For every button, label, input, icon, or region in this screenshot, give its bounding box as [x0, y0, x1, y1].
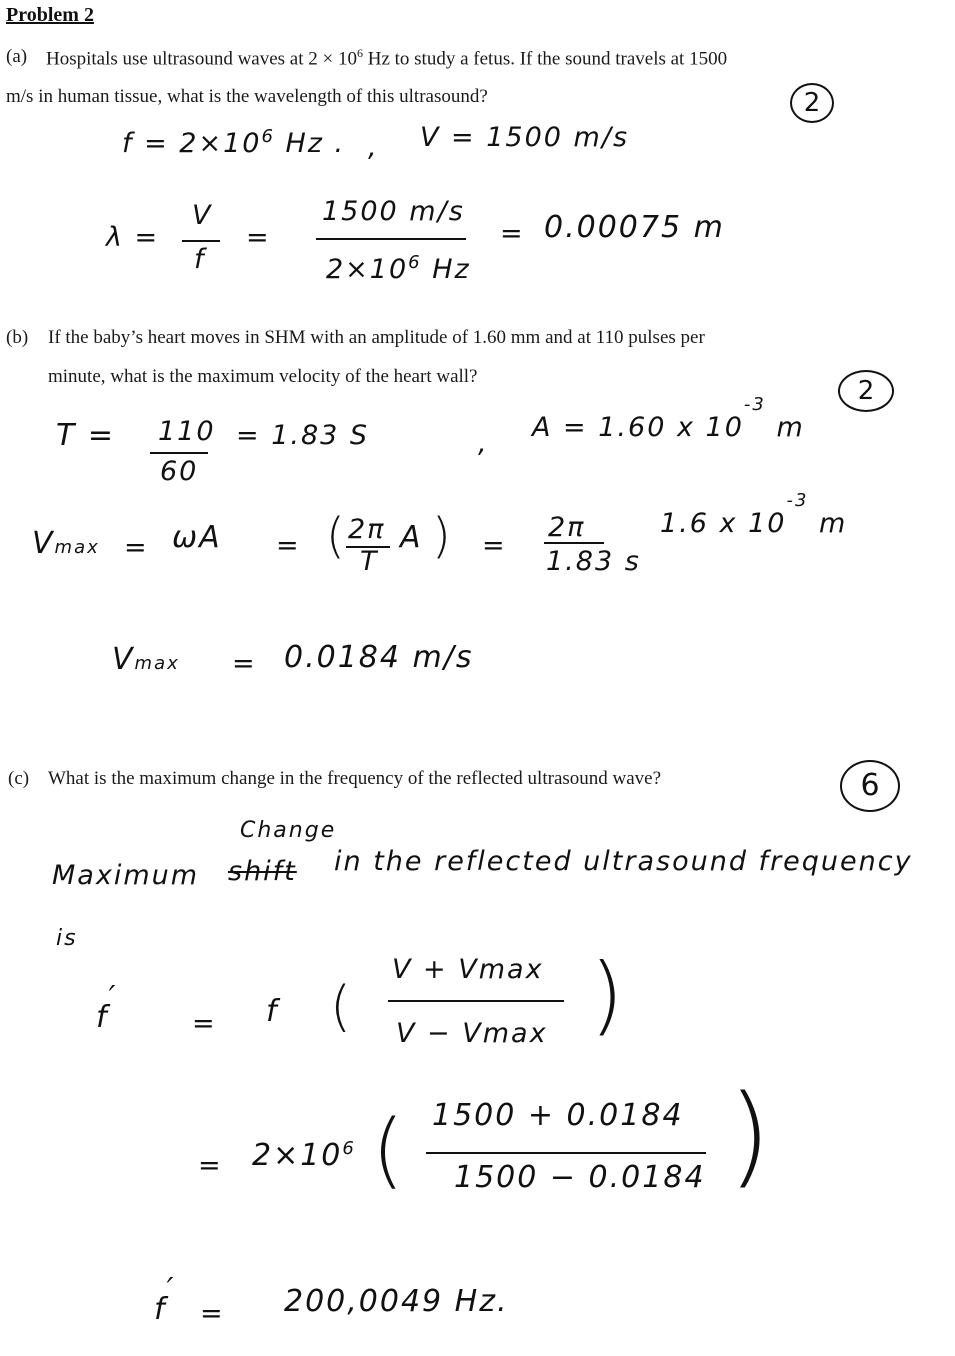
paren-num: 2π [348, 514, 386, 545]
part-b-question-line2: minute, what is the maximum velocity of the heart wall? [48, 366, 478, 387]
part-c-question: What is the maximum change in the frequency of the reflected ultrasound wave? [48, 768, 662, 789]
lambda-frac-den: f [194, 244, 206, 275]
period-den: 60 [160, 456, 199, 487]
part-b-separator: , [478, 428, 489, 459]
part-a-label: (a) [6, 46, 28, 67]
part-c-marks: 6 [840, 760, 900, 812]
times-value: 1.6 x $10^{-3}$ m [660, 490, 848, 539]
lambda-result: 0.00075 m [544, 210, 725, 245]
lambda-lhs: λ = [106, 222, 160, 253]
givens-separator: , [368, 132, 379, 163]
period-lhs: T = [56, 418, 115, 453]
frac2-den: 1.83 s [546, 546, 641, 577]
lambda-den-value: $2\times 10^6$ Hz [326, 252, 471, 285]
vmax-eq-a: = [276, 530, 301, 561]
part-b-marks: 2 [838, 370, 894, 412]
note-struck-shift: shift [228, 856, 297, 887]
vmax-eq: = [124, 532, 149, 563]
note-is: is [56, 926, 78, 951]
subst-num: 1500 + 0.0184 [432, 1098, 684, 1133]
problem-title: Problem 2 [6, 4, 94, 26]
final-eq: = [200, 1298, 225, 1329]
subst-den: 1500 − 0.0184 [454, 1160, 706, 1195]
period-num: 110 [158, 416, 216, 447]
period-result: = 1.83 S [236, 420, 370, 451]
fprime-left-paren: ( [330, 975, 352, 1038]
part-b-label: (b) [6, 327, 29, 348]
givens-velocity: V = 1500 m/s [420, 122, 630, 153]
part-b-question-line1: If the baby’s heart moves in SHM with an amplitude of 1.60 mm and at 110 pulses per [48, 327, 705, 348]
fprime-f: f [266, 994, 279, 1029]
vmax-eq-b: = [482, 530, 507, 561]
lambda-eq1: = [246, 222, 271, 253]
fprime-right-paren: ) [590, 945, 624, 1045]
final-value: 200,0049 Hz. [284, 1284, 509, 1319]
subst-eq2: = [198, 1150, 223, 1181]
lambda-frac-num: V [192, 200, 213, 231]
amplitude-given: A = 1.60 x $10^{-3}$ m [532, 394, 805, 443]
part-c-label: (c) [8, 768, 30, 789]
part-a-question-line1: Hospitals use ultrasound waves at $2 \times 10^6$ Hz to study a fetus. If the sound travels at 1500 [46, 46, 728, 70]
part-a-question-line2: m/s in human tissue, what is the wavelength of this ultrasound? [6, 86, 488, 107]
subst-right-paren: ) [728, 1071, 771, 1199]
fprime-eq1: = [192, 1008, 217, 1039]
lambda-eq2: = [500, 218, 525, 249]
fprime-bar [388, 1000, 564, 1002]
paren-a: A [400, 520, 423, 555]
subst-coef: $2\times 10^6$ [252, 1138, 356, 1173]
part-a-marks: 2 [790, 83, 834, 123]
vmax-result-eq: = [232, 648, 257, 679]
subst-left-paren: ( [372, 1103, 404, 1198]
period-bar [150, 452, 208, 454]
lambda-num-value: 1500 m/s [322, 196, 465, 227]
note-rest: in the reflected ultrasound frequency [334, 846, 913, 877]
note-maximum: Maximum [52, 860, 200, 891]
fprime-num: V + Vmax [392, 954, 544, 985]
right-paren: ) [432, 508, 451, 564]
note-insert-change: Change [240, 818, 337, 843]
frac2-num: 2π [548, 512, 586, 543]
fprime-den: V − Vmax [396, 1018, 548, 1049]
vmax-result: 0.0184 m/s [284, 640, 474, 675]
part-a-exponent: 6 [356, 46, 363, 60]
lambda-value-bar [316, 238, 466, 240]
paren-den: T [360, 546, 379, 577]
final-lhs: f′ [154, 1272, 176, 1327]
left-paren: ( [326, 508, 345, 564]
vmax-result-lhs: Vmax [112, 642, 180, 677]
fprime-lhs: f′ [96, 980, 118, 1035]
lambda-frac-bar [182, 240, 220, 242]
frac2-bar [544, 542, 604, 544]
givens-frequency: $f = 2\times 10^6$ Hz . [122, 126, 346, 159]
subst-bar [426, 1152, 706, 1154]
omega-a: ωA [172, 520, 222, 555]
vmax-lhs: Vmax [32, 526, 100, 561]
